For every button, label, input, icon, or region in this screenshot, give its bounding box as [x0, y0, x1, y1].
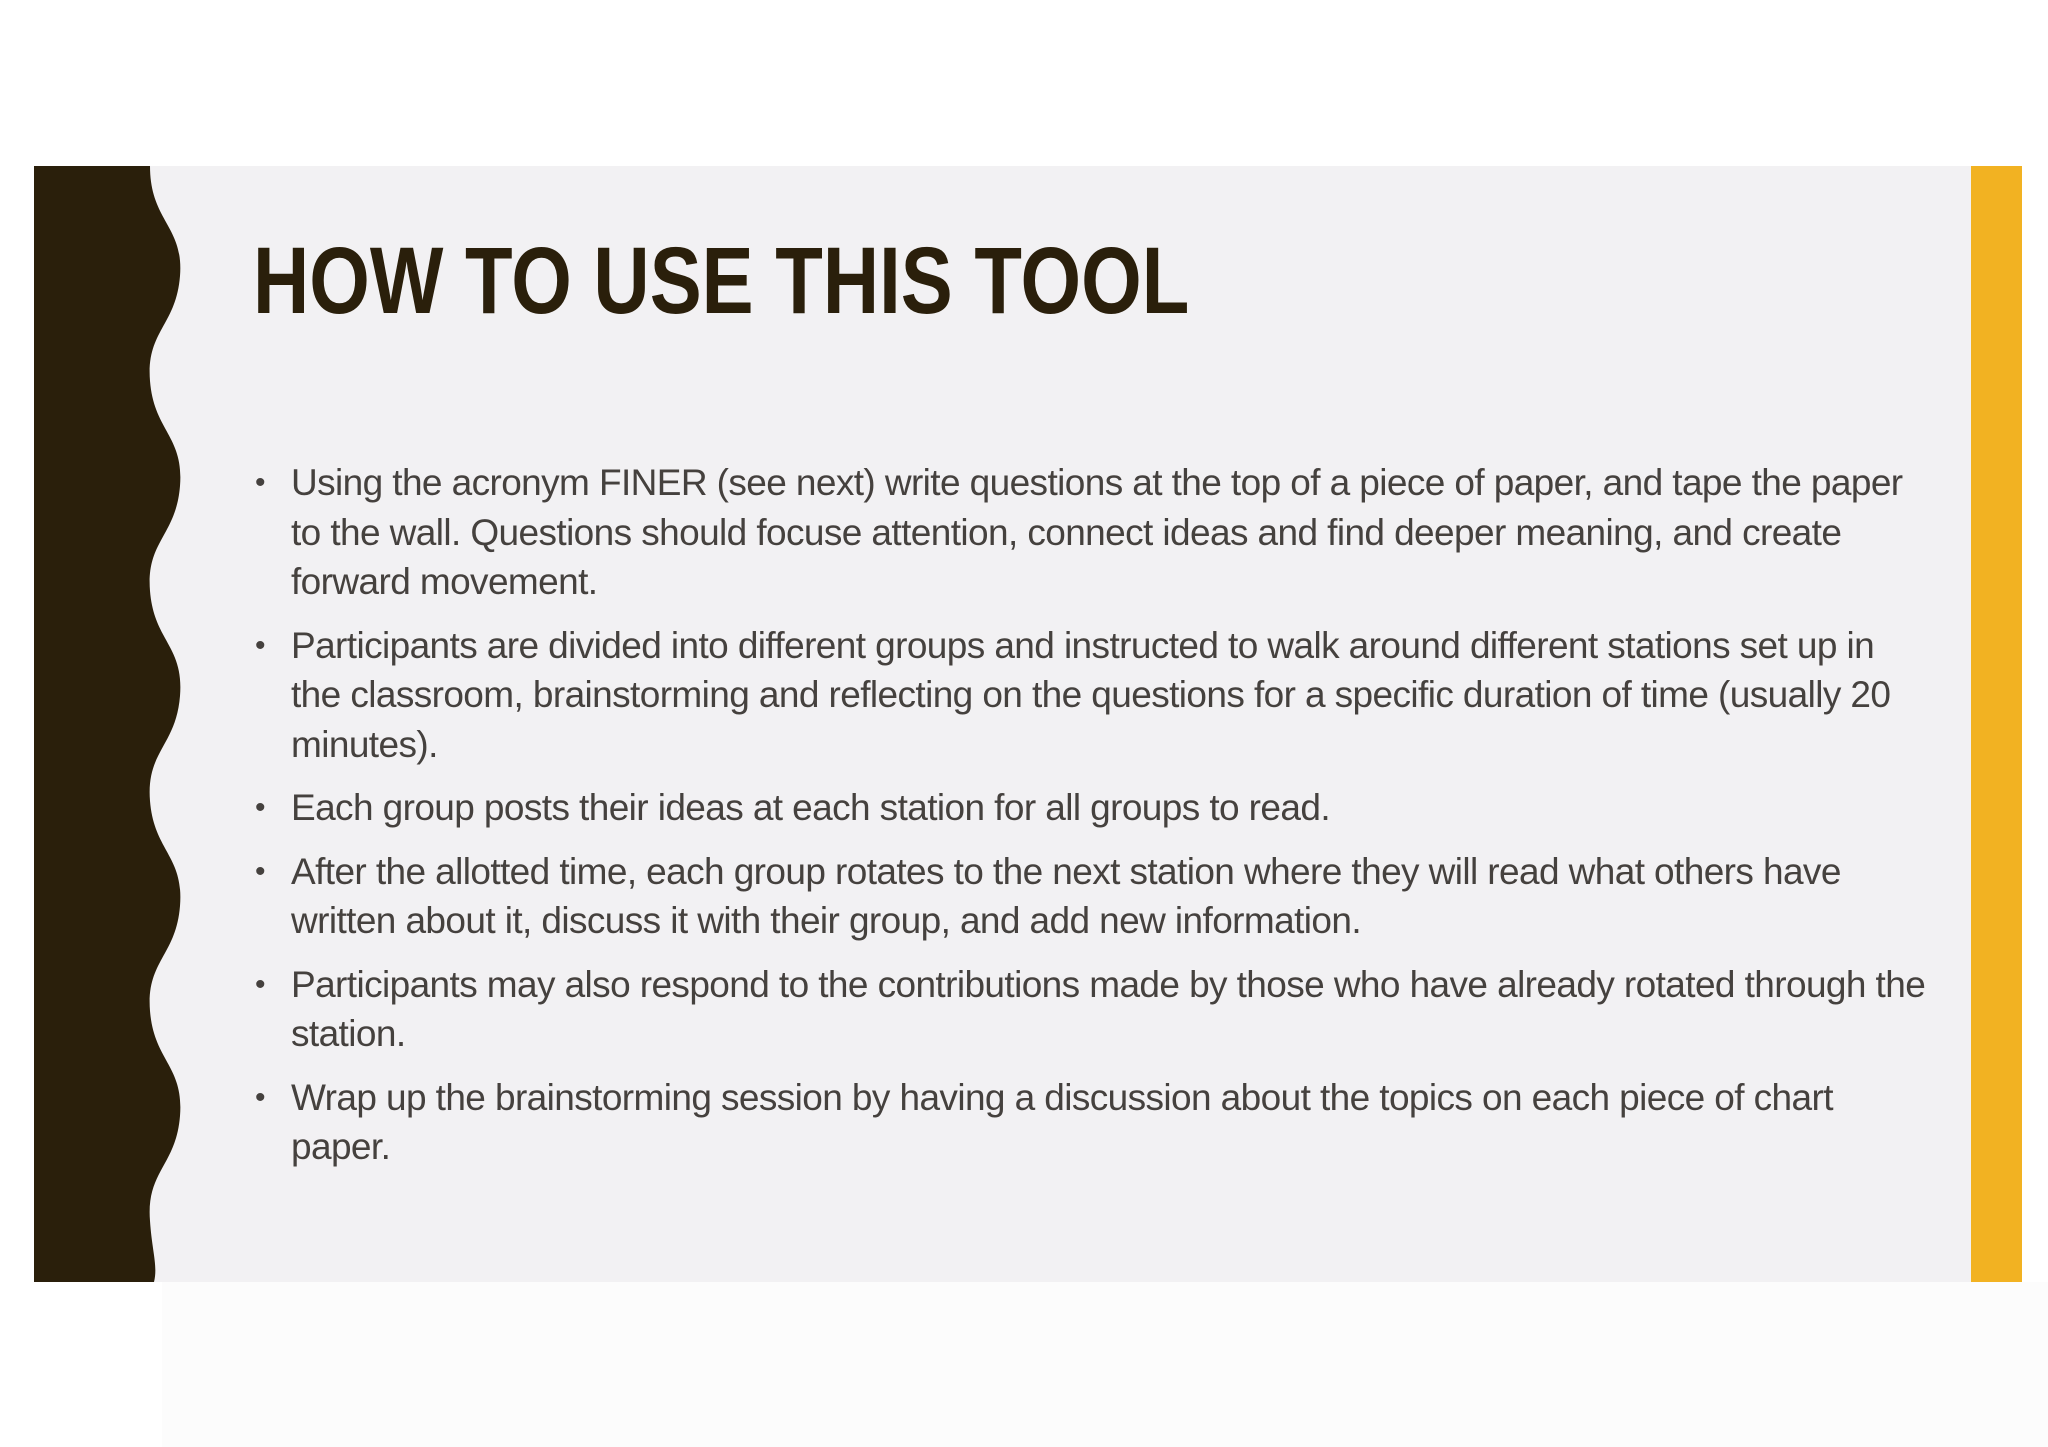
slide	[34, 166, 2022, 1282]
bullet-text: Participants are divided into different groups and instructed to walk around different stations set up in the classroom, brainstorming and reflecting on the questions for a specific duration of time (usually 20 minutes).	[291, 624, 1891, 765]
bullet-text: Wrap up the brainstorming session by having a discussion about the topics on each piece of chart paper.	[291, 1076, 1833, 1167]
bullet-icon: •	[255, 466, 265, 499]
bullet-item	[253, 783, 1933, 833]
bullet-item	[253, 847, 1933, 946]
slide-title: HOW TO USE THIS TOOL	[253, 228, 1190, 334]
bullet-icon: •	[255, 791, 265, 824]
bullet-text: Each group posts their ideas at each station for all groups to read.	[291, 787, 1331, 828]
accent-bar	[1971, 166, 2022, 1282]
bullet-item	[253, 1073, 1933, 1172]
bullet-text: Using the acronym FINER (see next) write questions at the top of a piece of paper, and tape the paper to the wall. Questions should focuse attention, connect ideas and find deeper meaning, and create forward movement.	[291, 462, 1903, 602]
bullet-list	[253, 458, 1933, 1186]
bullet-icon: •	[255, 1080, 265, 1114]
bullet-item	[253, 960, 1933, 1059]
bullet-item	[253, 621, 1933, 770]
bullet-text: After the allotted time, each group rotates to the next station where they will read what others have written about it, discuss it with their group, and add new information.	[291, 850, 1841, 941]
bullet-icon: •	[255, 854, 265, 888]
bullet-item	[253, 458, 1933, 607]
bullet-icon: •	[255, 967, 265, 1001]
wavy-dark-band	[34, 166, 194, 1282]
page-bottom-margin	[162, 1282, 2048, 1447]
bullet-text: Participants may also respond to the contributions made by those who have already rotated through the station.	[291, 963, 1926, 1054]
bullet-icon: •	[255, 628, 265, 662]
